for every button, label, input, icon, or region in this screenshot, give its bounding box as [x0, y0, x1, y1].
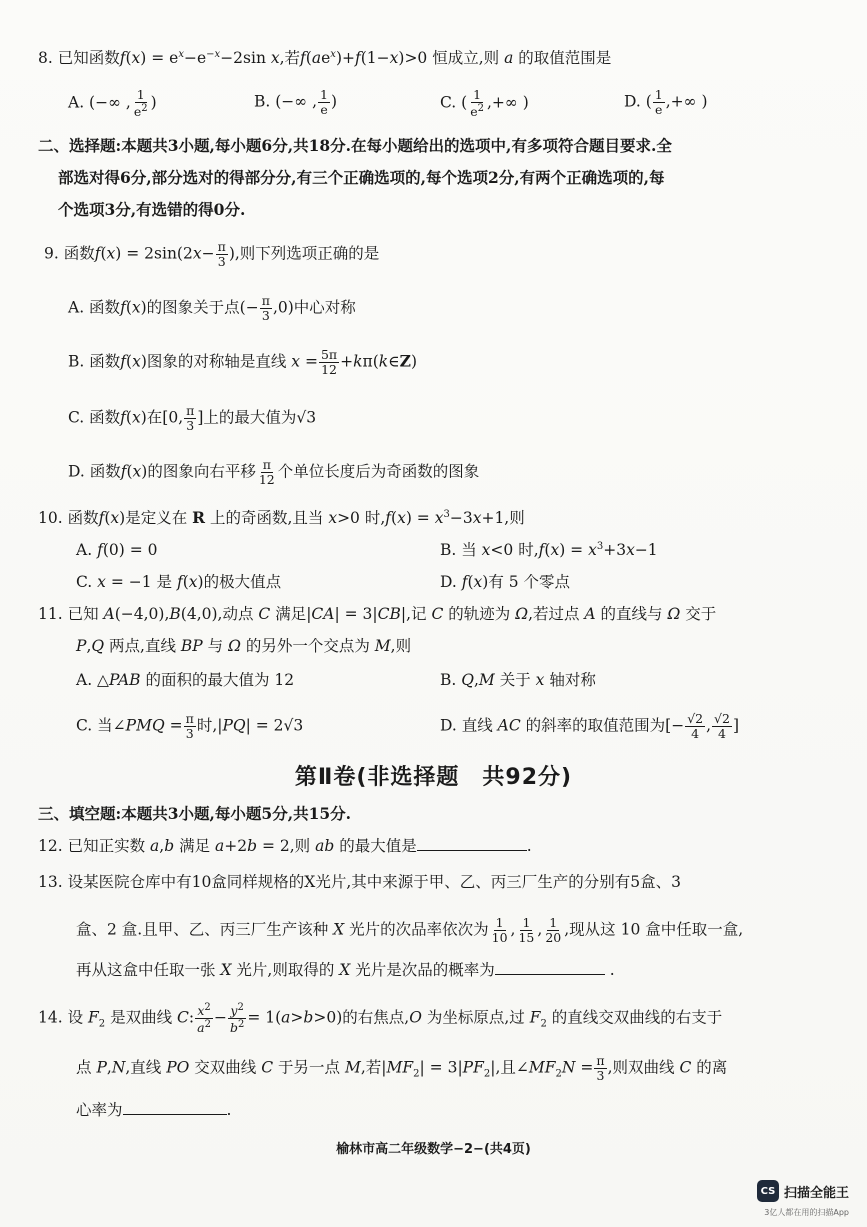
q14-line3: 心率为 . — [76, 1101, 232, 1119]
q11-option-a: A. △PAB 的面积的最大值为 12 — [76, 671, 295, 689]
q9-option-c: C. 函数f(x)在[0, $\frac{\pi}{3}$ ]上的最大值为√3 — [68, 403, 317, 433]
part2-title: 第Ⅱ卷(非选择题 共92分) — [294, 765, 573, 790]
q10-option-c: C. x = −1 是 f(x)的极大值点 — [76, 573, 282, 591]
q8-stem: 8. 已知函数$f(x) = e^x-e^{-x}-2\sin$ x,若$f(ae^x)+f(1-x)>0$ 恒成立,则 a 的取值范围是 — [38, 49, 612, 68]
section2-line2: 部选对得6分,部分选对的得部分分,有三个正确选项的,每个选项2分,有两个正确选项的,每 — [58, 168, 665, 187]
q14-answer-blank[interactable] — [123, 1113, 227, 1115]
q10-option-b: B. 当 x<0 时$,f(x) = x^3+3x-1$ — [440, 541, 658, 560]
q8-option-c: C. ( $\frac{1}{e^2}$ ,+∞ ) — [440, 87, 529, 119]
q8-option-a: A. (−∞ , $\frac{1}{e^2}$ ) — [68, 87, 157, 119]
q9-option-d: D. 函数f(x)的图象向右平移 $\frac{\pi}{12}$ 个单位长度后为奇函数的图象 — [68, 457, 480, 487]
q13-line2: 盒、2 盒.且甲、乙、丙三厂生产该种 X 光片的次品率依次为 $\frac{1}{10}$ , $\frac{1}{15}$ , $\frac{1}{20}$ ,现从这 10 盒中任取一盒, — [76, 915, 744, 945]
q11-option-d: D. 直线 AC 的斜率的取值范围为[− $\frac{√2}{4}$ , $\frac{√2}{4}$ ] — [440, 711, 740, 741]
q11-option-c: C. 当∠PMQ = $\frac{\pi}{3}$ 时,|PQ| = 2√3 — [76, 711, 304, 741]
q13-answer-blank[interactable] — [495, 973, 605, 975]
q11-line2: P,Q 两点,直线 BP 与 Ω 的另外一个交点为 M,则 — [76, 637, 412, 655]
q9-option-b: B. 函数f(x)图象的对称轴是直线 x = $\frac{5\pi}{12}$ +kπ(k∈Z) — [68, 347, 418, 377]
q12-answer-blank[interactable] — [417, 849, 527, 851]
q11-line1: 11. 已知 A(−4,0),B(4,0),动点 C 满足|CA| = 3|CB|,记 C 的轨迹为 Ω,若过点 A 的直线与 Ω 交于 — [38, 605, 717, 623]
section2-line3: 个选项3分,有选错的得0分. — [58, 200, 246, 219]
section2-line1: 二、选择题:本题共3小题,每小题6分,共18分.在每小题给出的选项中,有多项符合题目要求.全 — [38, 136, 672, 155]
q11-option-b: B. Q,M 关于 x 轴对称 — [440, 671, 596, 689]
scanner-watermark — [757, 1180, 849, 1202]
q14-line2: 点 P,N,直线 PO 交双曲线 C 于另一点 M,若$|MF_2| = 3|PF_2|$,且$\angle MF_2N$ = $\frac{\pi}{3}$ ,则双曲线 C 的离 — [76, 1053, 728, 1083]
q12-text: 12. 已知正实数 a,b 满足 a+2b = 2,则 ab 的最大值是 . — [38, 837, 532, 855]
camscanner-logo-icon: CS — [757, 1180, 779, 1202]
q9-stem: 9. 函数f(x) = 2sin(2x− $\frac{\pi}{3}$ ),则下列选项正确的是 — [44, 239, 380, 269]
q14-line1: 14. 设 $F_2$ 是双曲线 C: $\frac{x^2}{a^2}$ − $\frac{y^2}{b^2}$ = 1(a>b>0)的右焦点,O 为坐标原点,过 $F_2$ 的直线交双曲线的右支于 — [38, 1002, 723, 1036]
watermark-app-name: 扫描全能王 — [783, 1185, 849, 1201]
q9-option-a: A. 函数f(x)的图象关于点(− $\frac{\pi}{3}$ ,0)中心对称 — [68, 293, 356, 323]
watermark-tagline: 3亿人都在用的扫描App — [764, 1208, 849, 1217]
q10-option-a: A. f(0) = 0 — [76, 541, 158, 559]
page-footer: 榆林市高二年级数学−2−(共4页) — [336, 1142, 531, 1157]
q10-option-d: D. f(x)有 5 个零点 — [440, 573, 571, 591]
q13-line3: 再从这盒中任取一张 X 光片,则取得的 X 光片是次品的概率为 . — [76, 961, 615, 979]
section3-header: 三、填空题:本题共3小题,每小题5分,共15分. — [38, 804, 352, 823]
q8-option-d: D. ( $\frac{1}{e}$ ,+∞ ) — [624, 87, 708, 117]
q10-stem: 10. 函数f(x)是定义在 R 上的奇函数,且当 x>0 时$,f(x) = x^3-3x+1$,则 — [38, 508, 525, 528]
q13-line1: 13. 设某医院仓库中有10盒同样规格的X光片,其中来源于甲、乙、丙三厂生产的分别有5盒、3 — [38, 873, 681, 891]
q8-option-b: B. (−∞ , $\frac{1}{e}$ ) — [254, 87, 338, 117]
